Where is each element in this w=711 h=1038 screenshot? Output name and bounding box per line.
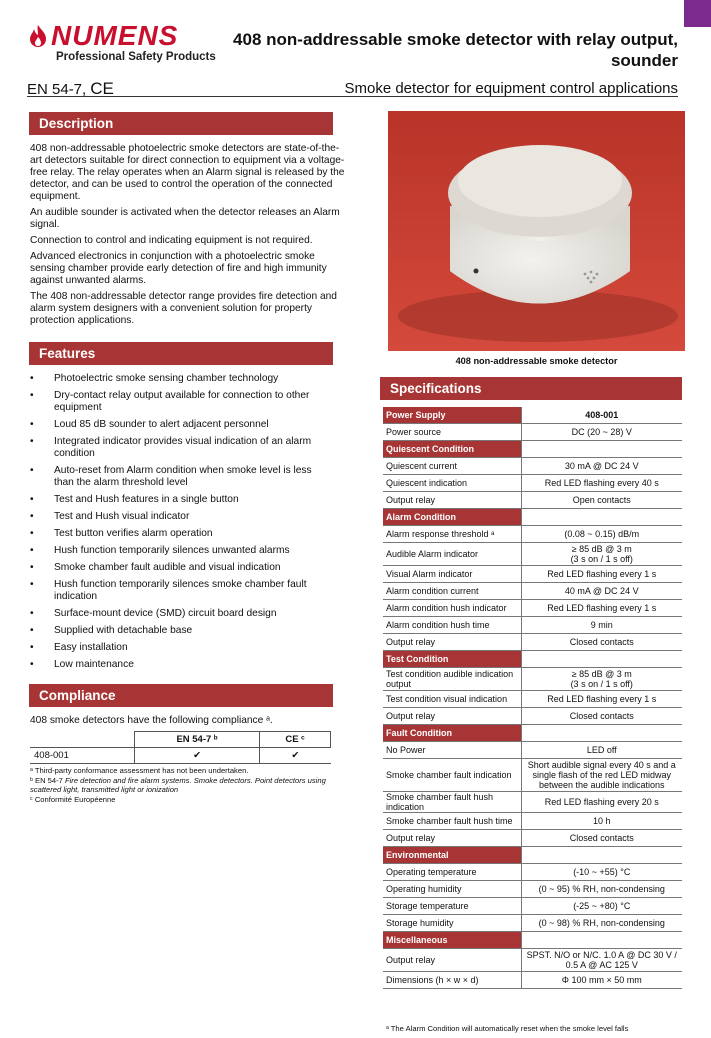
spec-label: Visual Alarm indicator xyxy=(383,566,521,583)
description-paragraph: The 408 non-addressable detector range provides fire detection and alarm system designers with a convenient solution for property protection applications. xyxy=(30,291,337,326)
table-row xyxy=(383,881,682,898)
smoke-detector-illustration xyxy=(388,111,685,351)
spec-label: Test condition visual indication xyxy=(383,691,521,708)
spec-value: 9 min xyxy=(521,617,682,634)
compliance-heading: Compliance xyxy=(29,684,333,707)
list-item: • Auto-reset from Alarm condition when smoke level is less than the alarm threshold level xyxy=(30,465,330,489)
list-item: • Test and Hush visual indicator xyxy=(30,511,330,523)
specifications-table xyxy=(383,407,682,989)
list-item: • Supplied with detachable base xyxy=(30,625,330,637)
list-item: • Hush function temporarily silences smoke chamber fault indication xyxy=(30,579,330,603)
compliance-col-ce: CE ᶜ xyxy=(260,732,331,748)
spec-label: Alarm condition current xyxy=(383,583,521,600)
spec-value: (0.08 ~ 0.15) dB/m xyxy=(521,526,682,543)
spec-label: Output relay xyxy=(383,634,521,651)
spec-value: ≥ 85 dB @ 3 m (3 s on / 1 s off) xyxy=(521,543,682,566)
spec-label: Power Supply xyxy=(383,407,521,424)
corner-tab xyxy=(684,0,711,27)
spec-value: Short audible signal every 40 s and a single flash of the red LED midway between the audible indications xyxy=(521,759,682,792)
spec-section-row xyxy=(383,509,682,526)
list-item: • Test button verifies alarm operation xyxy=(30,528,330,540)
table-row xyxy=(383,864,682,881)
description-paragraph: Advanced electronics in conjunction with a photoelectric smoke sensing chamber provide early detection of fire and high immunity against unwanted alarms. xyxy=(30,251,327,286)
specifications-heading: Specifications xyxy=(380,377,682,400)
compliance-en54-check: ✔ xyxy=(135,748,260,764)
list-item: • Low maintenance xyxy=(30,659,330,671)
brand-tagline: Professional Safety Products xyxy=(56,51,216,63)
spec-value: 10 h xyxy=(521,813,682,830)
photo-caption: 408 non-addressable smoke detector xyxy=(455,356,618,366)
compliance-note: ᵇ EN 54-7 Fire detection and fire alarm systems. Smoke detectors. Point detectors using scattered light, transmitted light or ionization xyxy=(30,775,326,794)
list-item: • Integrated indicator provides visual indication of an alarm condition xyxy=(30,436,330,460)
spec-label: Alarm condition hush indicator xyxy=(383,600,521,617)
spec-value: (-10 ~ +55) °C xyxy=(521,864,682,881)
spec-label: Output relay xyxy=(383,830,521,847)
table-row xyxy=(383,424,682,441)
compliance-header-row xyxy=(30,732,331,748)
spec-label: Quiescent indication xyxy=(383,475,521,492)
spec-label: Quiescent Condition xyxy=(383,441,521,458)
spec-label: Output relay xyxy=(383,492,521,509)
compliance-model: 408-001 xyxy=(30,748,135,764)
table-row xyxy=(383,691,682,708)
product-photo xyxy=(388,111,685,351)
brand-logo xyxy=(27,22,216,63)
table-row xyxy=(30,748,331,764)
spec-value xyxy=(521,509,682,526)
spec-label: Test condition audible indication output xyxy=(383,668,521,691)
spec-label: Smoke chamber fault indication xyxy=(383,759,521,792)
spec-section-row xyxy=(383,441,682,458)
spec-label: Audible Alarm indicator xyxy=(383,543,521,566)
spec-label: Operating humidity xyxy=(383,881,521,898)
table-row xyxy=(383,813,682,830)
spec-label: Smoke chamber fault hush time xyxy=(383,813,521,830)
list-item: • Smoke chamber fault audible and visual indication xyxy=(30,562,330,574)
spec-label: Test Condition xyxy=(383,651,521,668)
table-row xyxy=(383,915,682,932)
features-heading: Features xyxy=(29,342,333,365)
table-row xyxy=(383,792,682,813)
spec-value: SPST. N/O or N/C. 1.0 A @ DC 30 V / 0.5 A @ AC 125 V xyxy=(521,949,682,972)
spec-value: Red LED flashing every 20 s xyxy=(521,792,682,813)
spec-label: Operating temperature xyxy=(383,864,521,881)
brand-name: NUMENS xyxy=(51,20,179,51)
compliance-intro: 408 smoke detectors have the following compliance ᵃ. xyxy=(30,715,273,726)
table-row xyxy=(383,668,682,691)
spec-label: Miscellaneous xyxy=(383,932,521,949)
table-row xyxy=(383,600,682,617)
spec-value: Red LED flashing every 40 s xyxy=(521,475,682,492)
spec-value: Open contacts xyxy=(521,492,682,509)
compliance-note: ᶜ Conformité Européenne xyxy=(30,794,116,804)
description-paragraph: An audible sounder is activated when the detector releases an Alarm signal. xyxy=(30,207,340,230)
features-list xyxy=(30,373,330,676)
table-row xyxy=(383,742,682,759)
description-paragraph: 408 non-addressable photoelectric smoke detectors are state-of-the-art detectors suitable for direct connection to equipment via a voltage-free relay. The relay operates when an Alarm signal is released by the detector, and can be used to control the operation of the connected equipment. xyxy=(30,143,345,202)
compliance-header-blank xyxy=(30,732,135,748)
table-row xyxy=(383,898,682,915)
table-row xyxy=(383,972,682,989)
spec-section-row xyxy=(383,847,682,864)
spec-value: DC (20 ~ 28) V xyxy=(521,424,682,441)
spec-value xyxy=(521,725,682,742)
spec-value: (0 ~ 95) % RH, non-condensing xyxy=(521,881,682,898)
description-body xyxy=(30,143,345,331)
spec-label: Output relay xyxy=(383,708,521,725)
spec-label: Storage temperature xyxy=(383,898,521,915)
ce-symbol: CE xyxy=(90,79,114,98)
table-row xyxy=(383,830,682,847)
spec-value xyxy=(521,651,682,668)
spec-section-row xyxy=(383,407,682,424)
spec-value: 30 mA @ DC 24 V xyxy=(521,458,682,475)
description-heading: Description xyxy=(29,112,333,135)
compliance-ce-check: ✔ xyxy=(260,748,331,764)
spec-label: Alarm response threshold ᵃ xyxy=(383,526,521,543)
table-row xyxy=(383,634,682,651)
spec-label: Dimensions (h × w × d) xyxy=(383,972,521,989)
list-item: • Surface-mount device (SMD) circuit board design xyxy=(30,608,330,620)
spec-label: No Power xyxy=(383,742,521,759)
page-title: 408 non-addressable smoke detector with relay output, sounder xyxy=(233,30,678,70)
spec-value: Φ 100 mm × 50 mm xyxy=(521,972,682,989)
table-row xyxy=(383,949,682,972)
spec-value: 40 mA @ DC 24 V xyxy=(521,583,682,600)
list-item: • Test and Hush features in a single button xyxy=(30,494,330,506)
list-item: • Dry-contact relay output available for connection to other equipment xyxy=(30,390,330,414)
compliance-table xyxy=(30,731,331,764)
spec-value: Red LED flashing every 1 s xyxy=(521,566,682,583)
spec-label: Output relay xyxy=(383,949,521,972)
table-row xyxy=(383,458,682,475)
spec-label: Power source xyxy=(383,424,521,441)
compliance-notes xyxy=(30,766,334,804)
spec-value xyxy=(521,441,682,458)
spec-label: Smoke chamber fault hush indication xyxy=(383,792,521,813)
spec-value: (-25 ~ +80) °C xyxy=(521,898,682,915)
spec-value: LED off xyxy=(521,742,682,759)
table-row xyxy=(383,475,682,492)
compliance-col-en54: EN 54-7 ᵇ xyxy=(135,732,260,748)
spec-section-row xyxy=(383,651,682,668)
spec-label: Fault Condition xyxy=(383,725,521,742)
spec-value: Closed contacts xyxy=(521,830,682,847)
standard-text: EN 54-7, xyxy=(27,80,87,98)
page-subtitle: Smoke detector for equipment control applications xyxy=(344,80,678,97)
spec-value: Closed contacts xyxy=(521,634,682,651)
table-row xyxy=(383,759,682,792)
table-row xyxy=(383,583,682,600)
list-item: • Loud 85 dB sounder to alert adjacent personnel xyxy=(30,419,330,431)
table-row xyxy=(383,566,682,583)
spec-label: Alarm Condition xyxy=(383,509,521,526)
spec-label: Environmental xyxy=(383,847,521,864)
spec-section-row xyxy=(383,725,682,742)
spec-value xyxy=(521,847,682,864)
spec-value: Red LED flashing every 1 s xyxy=(521,691,682,708)
spec-label: Quiescent current xyxy=(383,458,521,475)
spec-label: Storage humidity xyxy=(383,915,521,932)
list-item: • Photoelectric smoke sensing chamber technology xyxy=(30,373,330,385)
header-divider xyxy=(27,96,678,97)
compliance-note: ᵃ Third-party conformance assessment has not been undertaken. xyxy=(30,766,249,775)
table-row xyxy=(383,617,682,634)
table-row xyxy=(383,708,682,725)
description-paragraph: Connection to control and indicating equipment is not required. xyxy=(30,235,313,246)
flame-icon xyxy=(27,24,49,48)
spec-value xyxy=(521,932,682,949)
spec-label: Alarm condition hush time xyxy=(383,617,521,634)
specifications-footnote: ᵃ The Alarm Condition will automatically reset when the smoke level falls xyxy=(386,1024,629,1033)
spec-value: Red LED flashing every 1 s xyxy=(521,600,682,617)
spec-section-row xyxy=(383,932,682,949)
table-row xyxy=(383,526,682,543)
spec-value: (0 ~ 98) % RH, non-condensing xyxy=(521,915,682,932)
spec-value: Closed contacts xyxy=(521,708,682,725)
table-row xyxy=(383,543,682,566)
spec-value: ≥ 85 dB @ 3 m (3 s on / 1 s off) xyxy=(521,668,682,691)
list-item: • Hush function temporarily silences unwanted alarms xyxy=(30,545,330,557)
list-item: • Easy installation xyxy=(30,642,330,654)
table-row xyxy=(383,492,682,509)
spec-value: 408-001 xyxy=(521,407,682,424)
